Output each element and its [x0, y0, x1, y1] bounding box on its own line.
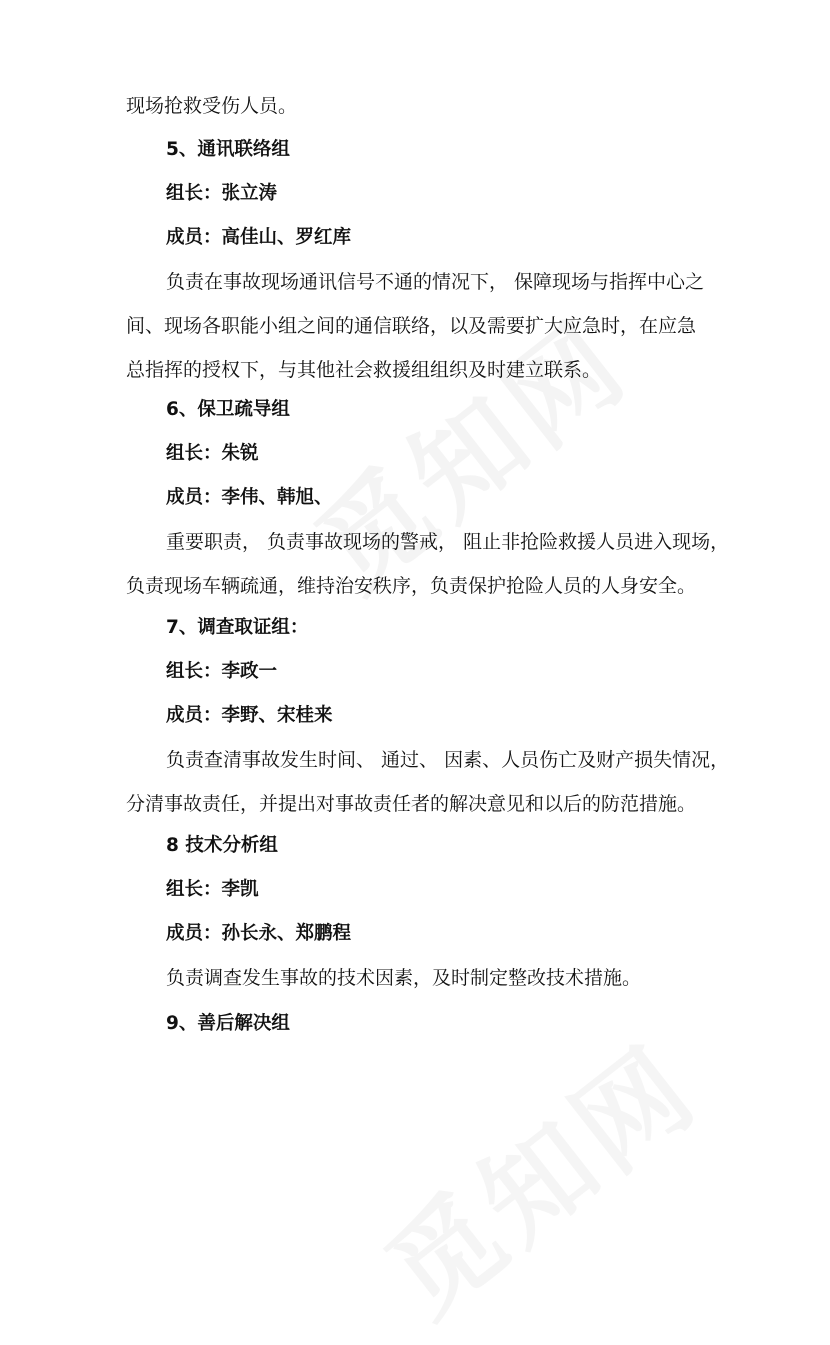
section-heading: 7、调查取证组： — [166, 617, 309, 638]
members-line: 成员：孙长永、郑鹏程 — [166, 923, 352, 944]
body-line: 负责查清事故发生时间、 通过、 因素、人员伤亡及财产损失情况， — [166, 749, 730, 771]
body-line: 总指挥的授权下，与其他社会救援组组织及时建立联系。 — [126, 359, 602, 381]
members-line: 成员：李伟、韩旭、 — [166, 487, 333, 508]
leader-line: 组长：朱锐 — [166, 443, 259, 464]
body-line: 重要职责， 负责事故现场的警戒， 阻止非抢险救援人员进入现场， — [166, 531, 730, 553]
section-heading: 6、保卫疏导组 — [166, 399, 290, 420]
section-heading: 9、善后解决组 — [166, 1013, 290, 1034]
members-line: 成员：高佳山、罗红库 — [166, 227, 352, 248]
body-line: 间、现场各职能小组之间的通信联络，以及需要扩大应急时，在应急 — [126, 315, 697, 337]
members-line: 成员：李野、宋桂来 — [166, 705, 333, 726]
body-line: 负责现场车辆疏通，维持治安秩序，负责保护抢险人员的人身安全。 — [126, 575, 697, 597]
leader-line: 组长：李政一 — [166, 661, 278, 682]
section-heading: 5、通讯联络组 — [166, 139, 290, 160]
body-line: 分清事故责任，并提出对事故责任者的解决意见和以后的防范措施。 — [126, 793, 697, 815]
body-line: 负责调查发生事故的技术因素，及时制定整改技术措施。 — [166, 967, 642, 989]
section-heading: 8 技术分析组 — [166, 835, 278, 856]
leader-line: 组长：李凯 — [166, 879, 259, 900]
leader-line: 组长：张立涛 — [166, 183, 278, 204]
body-line: 负责在事故现场通讯信号不通的情况下， 保障现场与指挥中心之 — [166, 271, 705, 293]
body-line: 现场抢救受伤人员。 — [126, 95, 298, 117]
